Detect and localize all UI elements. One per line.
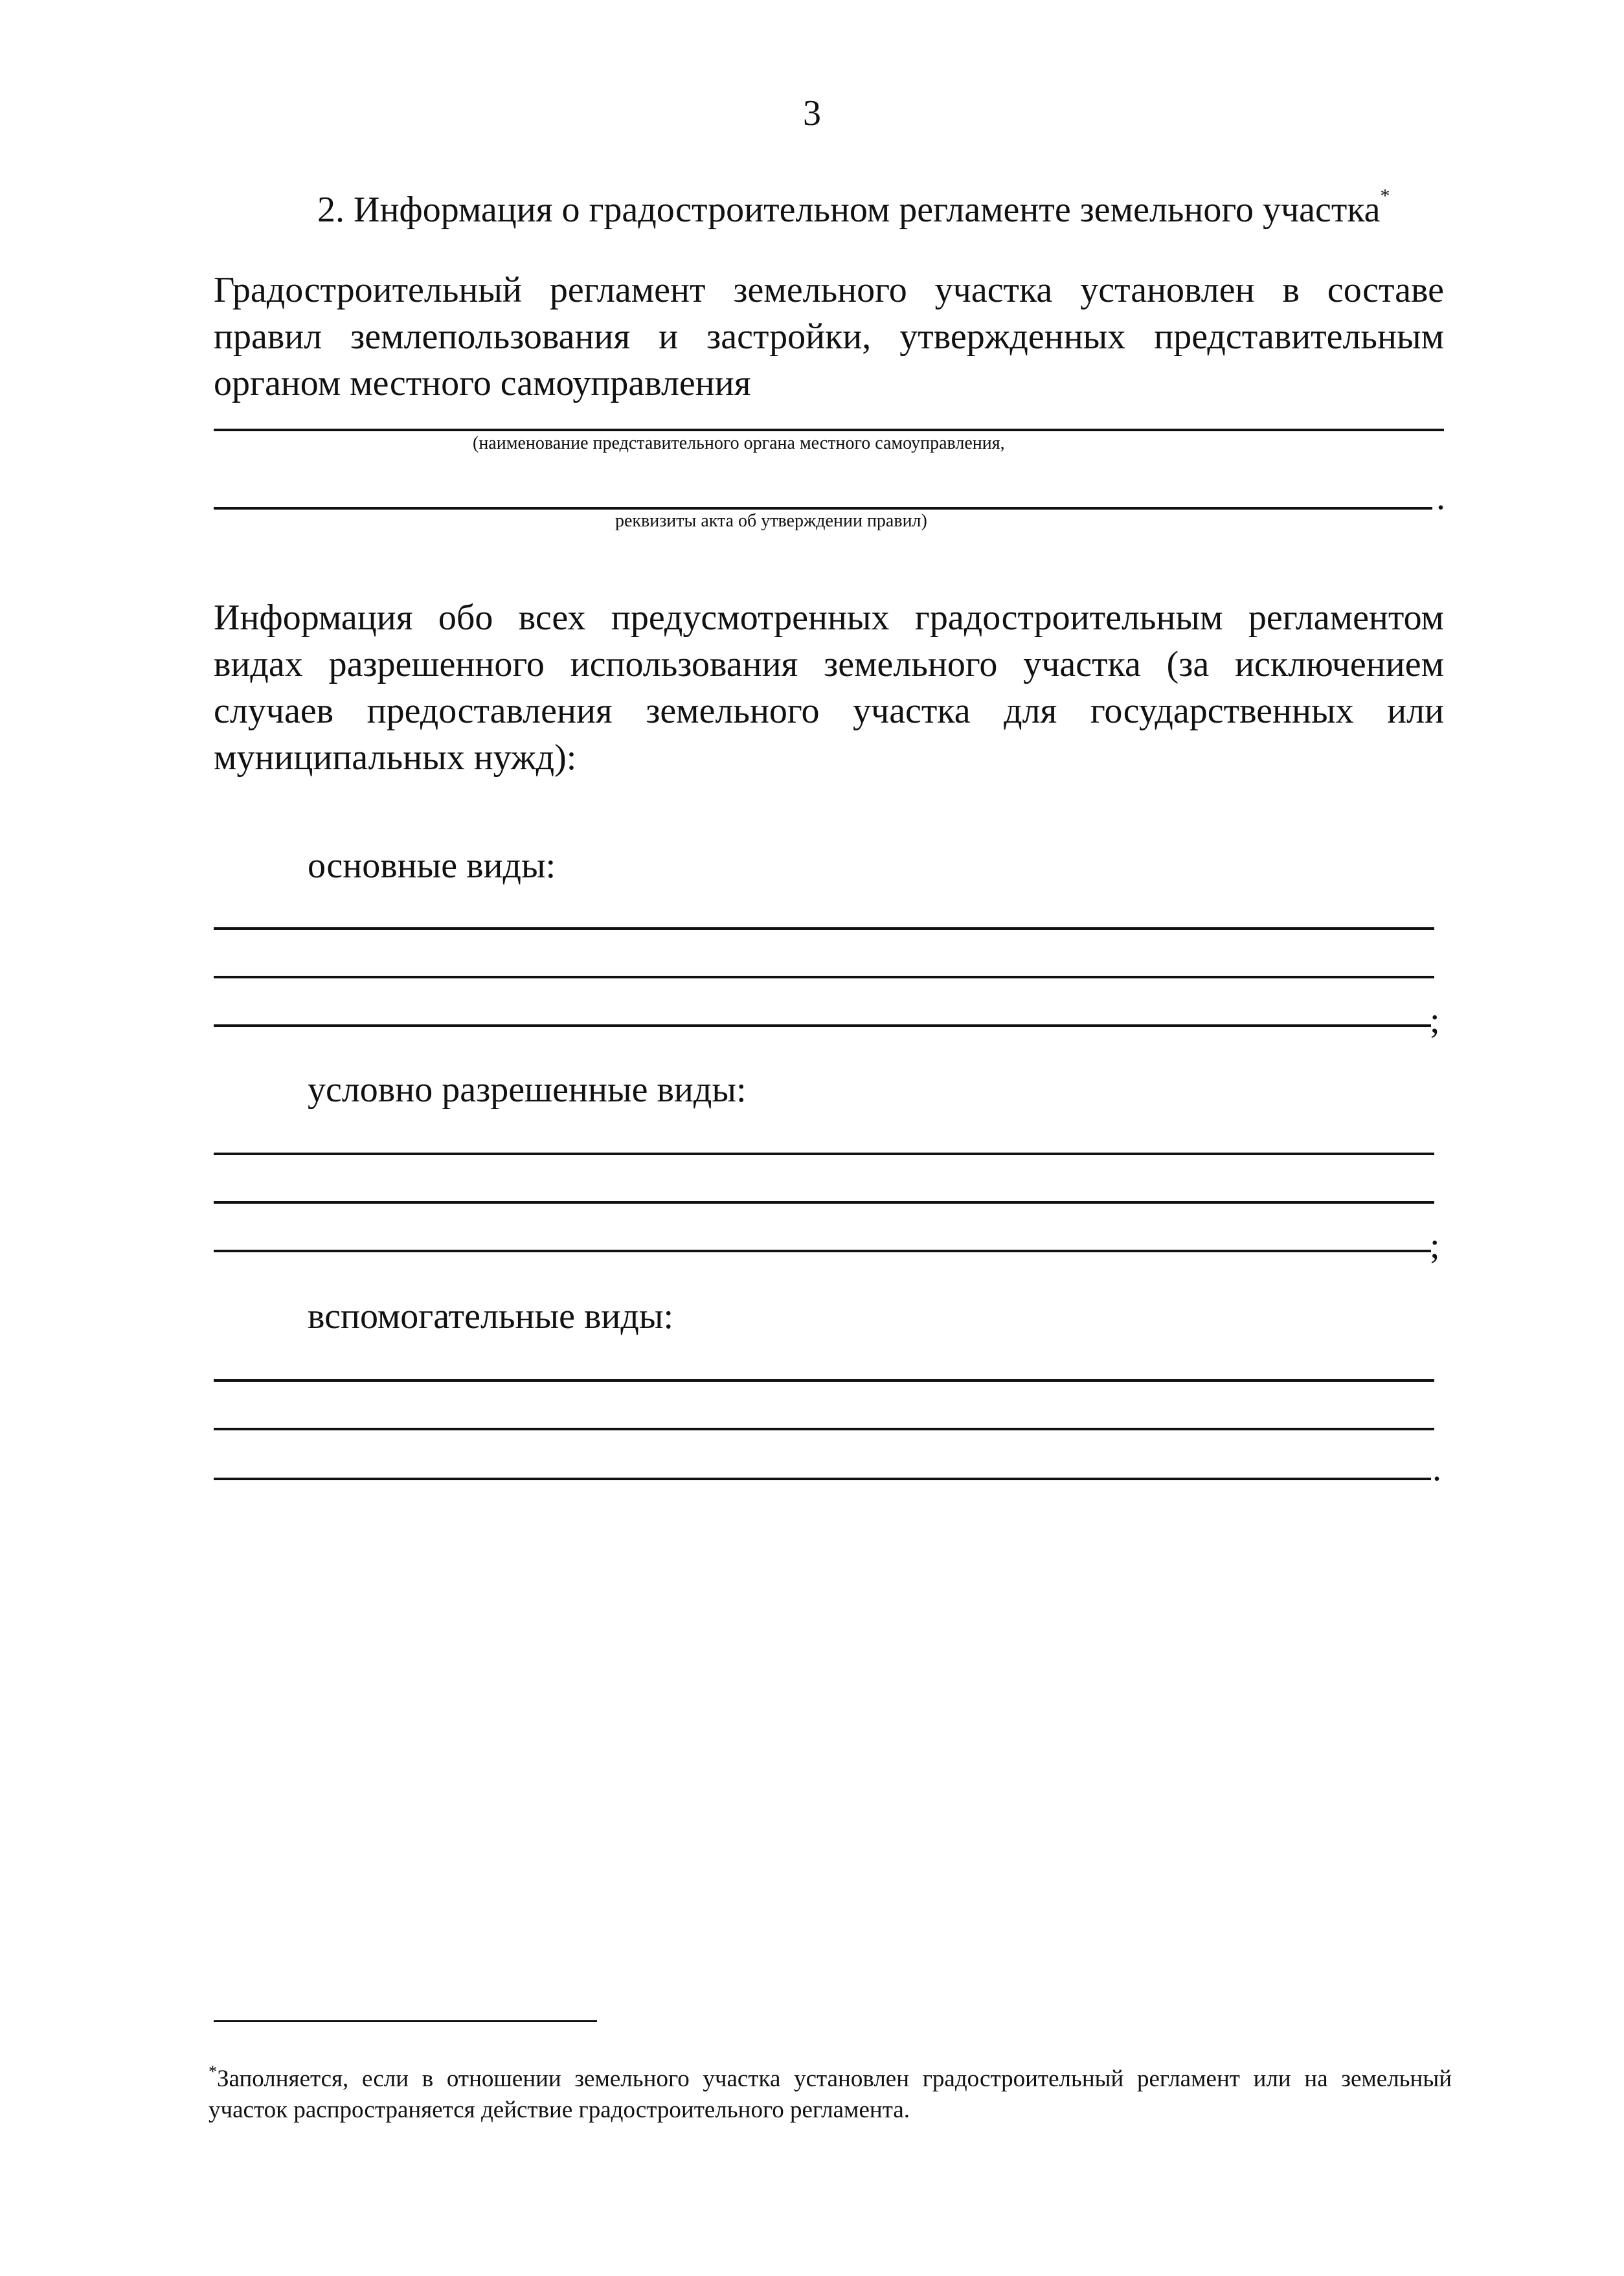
footnote [209,2056,1452,2126]
auxiliary-types-field-2[interactable] [214,1428,1434,1430]
footnote-text: Заполняется, если в отношении земельного участка установлен градостроительный регламент или на земельный участок распространяется действие градостроительного регламента. [209,2066,1452,2123]
main-types-field-2[interactable] [214,976,1434,978]
auxiliary-types-field-1[interactable] [214,1379,1434,1382]
auxiliary-types-label: вспомогательные виды: [308,1296,674,1336]
footnote-reference: * [1380,185,1390,207]
main-types-field-1[interactable] [214,927,1434,930]
auxiliary-types-end: . [1432,1448,1441,1489]
footnote-separator [214,2020,597,2022]
conditional-types-field-3[interactable] [214,1250,1431,1252]
conditional-types-end: ; [1430,1226,1440,1266]
page-number: 3 [803,93,821,133]
act-details-field-end: . [1436,477,1445,517]
conditional-types-field-2[interactable] [214,1201,1434,1204]
authority-name-caption: (наименование представительного органа местного самоуправления, [473,433,1005,453]
footnote-marker: * [209,2062,217,2081]
act-details-field[interactable] [214,507,1432,510]
main-types-end: ; [1430,1000,1440,1041]
conditional-types-field-1[interactable] [214,1153,1434,1155]
info-paragraph: Информация обо всех предусмотренных градостроительным регламентом видах разрешенного использования земельного участка (за исключением случаев предоставления земельного участка для государственных или муниципальных нужд): [214,598,1444,778]
conditional-types-label: условно разрешенные виды: [308,1070,747,1110]
main-types-label: основные виды: [308,846,556,886]
authority-name-field[interactable] [214,429,1444,431]
section-title [317,174,1390,232]
section-title-text: 2. Информация о градостроительном регламенте земельного участка [317,190,1381,230]
auxiliary-types-field-3[interactable] [214,1478,1431,1480]
main-types-field-3[interactable] [214,1024,1431,1027]
intro-paragraph: Градостроительный регламент земельного участка установлен в составе правил землепользования и застройки, утвержденных представительным органом местного самоуправления [214,270,1444,403]
act-details-caption: реквизиты акта об утверждении правил) [615,511,927,531]
